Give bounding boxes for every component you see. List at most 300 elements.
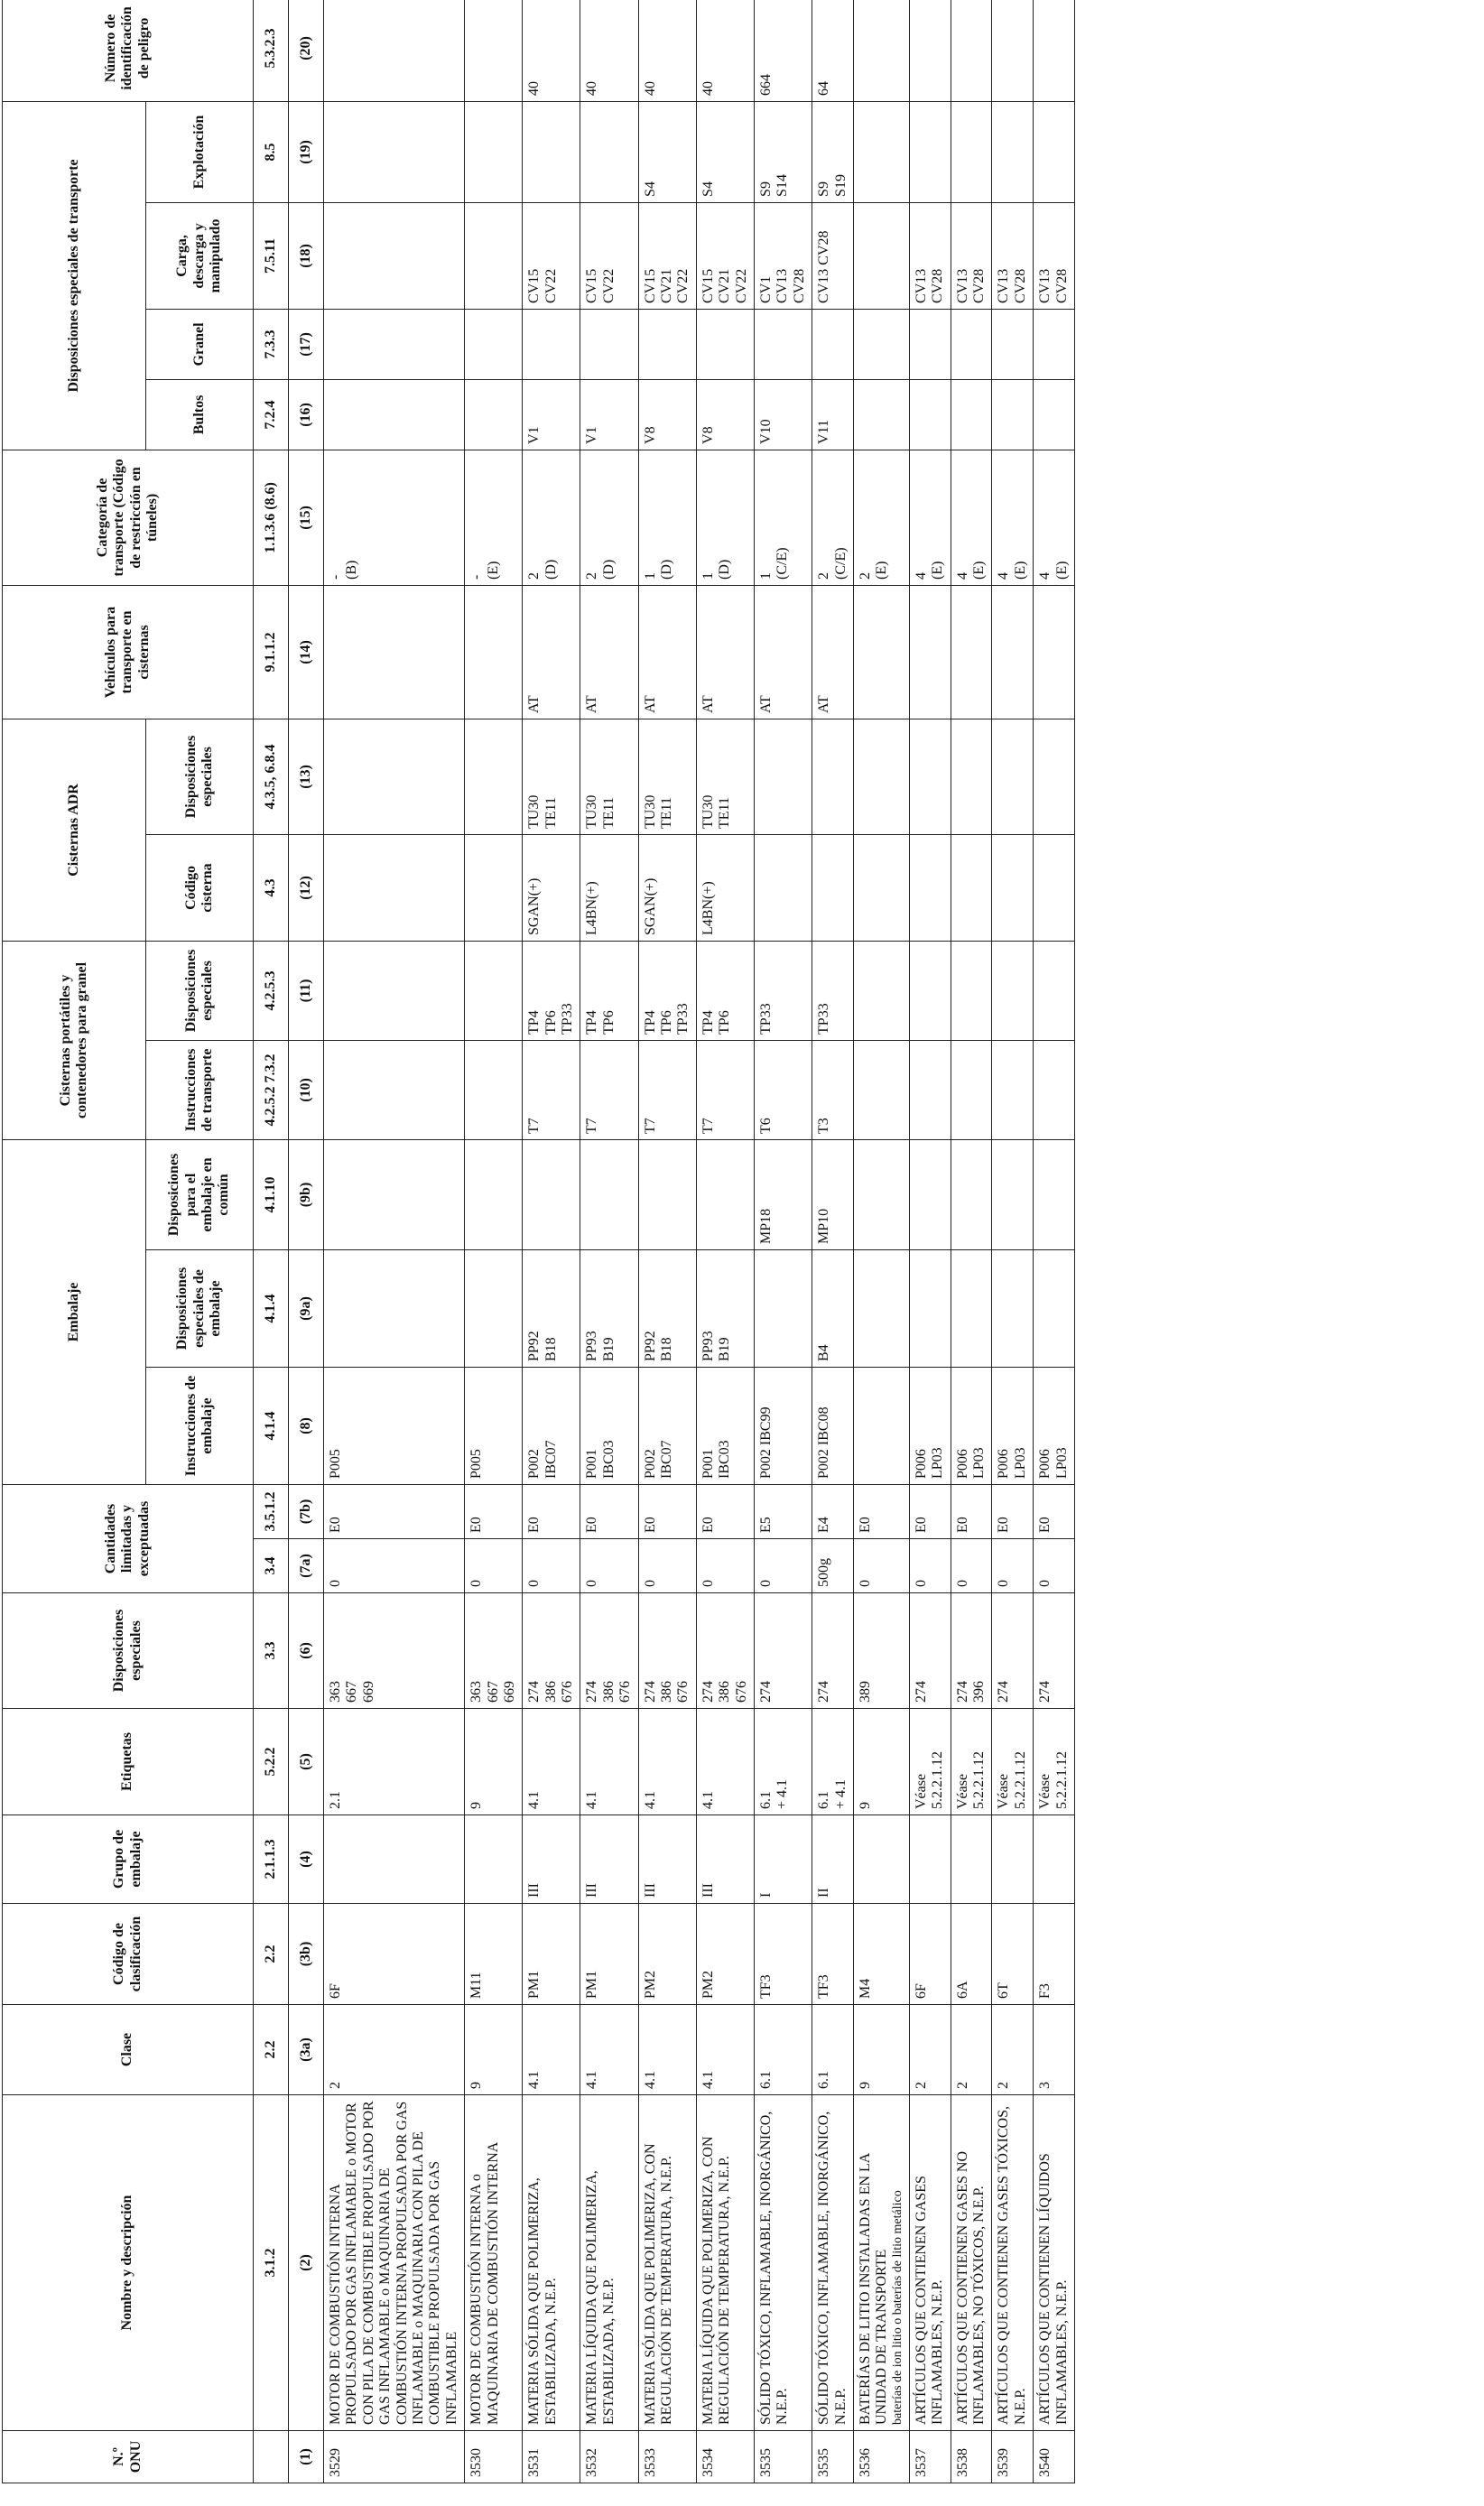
header-operation: Explotación bbox=[146, 101, 254, 202]
reference-cell: 7.2.4 bbox=[254, 379, 289, 450]
excepted-quantity-cell: E0 bbox=[696, 1485, 754, 1539]
header-classification-code: Código de clasificación bbox=[3, 1904, 254, 2005]
bulk-cell bbox=[696, 309, 754, 379]
operation-cell bbox=[324, 101, 465, 202]
portable-tank-special-cell: TP4 TP6 bbox=[580, 941, 638, 1040]
header-tank-special: Disposiciones especiales bbox=[146, 719, 254, 834]
tank-special-cell bbox=[754, 719, 812, 834]
table-row bbox=[523, 0, 580, 2483]
special-provisions-cell: 274 386 676 bbox=[523, 1593, 580, 1709]
operation-cell: S9 S14 bbox=[754, 101, 812, 202]
tank-instructions-cell bbox=[465, 1040, 523, 1139]
header-special-packing: Disposiciones especiales de embalaje bbox=[146, 1250, 254, 1368]
mixed-packing-cell bbox=[1034, 1139, 1075, 1249]
dangerous-goods-table bbox=[2, 0, 1075, 2483]
packing-instructions-cell: P002 IBC08 bbox=[812, 1368, 854, 1485]
hazard-id-cell bbox=[909, 0, 951, 101]
tank-instructions-cell: T7 bbox=[696, 1040, 754, 1139]
special-provisions-cell: 274 386 676 bbox=[580, 1593, 638, 1709]
column-number-cell: (12) bbox=[289, 834, 324, 941]
packages-cell bbox=[853, 379, 909, 450]
packing-group-cell: I bbox=[754, 1815, 812, 1904]
packing-group-cell bbox=[992, 1815, 1034, 1904]
column-number-cell: (7a) bbox=[289, 1539, 324, 1593]
tank-vehicle-cell bbox=[992, 585, 1034, 719]
column-number-cell: (18) bbox=[289, 202, 324, 309]
substance-name: MATERIA SÓLIDA QUE POLIMERIZA, ESTABILIZADA, N.E.P. bbox=[526, 2177, 559, 2425]
classification-code-cell: F3 bbox=[1034, 1904, 1075, 2005]
excepted-quantity-cell: E0 bbox=[951, 1485, 992, 1539]
labels-cell: Véase 5.2.2.1.12 bbox=[951, 1709, 992, 1815]
un-number-cell: 3530 bbox=[465, 2431, 523, 2483]
table-row bbox=[951, 0, 992, 2483]
portable-tank-special-cell bbox=[909, 941, 951, 1040]
tank-instructions-cell: T3 bbox=[812, 1040, 854, 1139]
tank-instructions-cell bbox=[324, 1040, 465, 1139]
name-cell bbox=[754, 2095, 812, 2431]
reference-cell: 3.1.2 bbox=[254, 2095, 289, 2431]
tank-special-cell bbox=[951, 719, 992, 834]
tank-special-cell: TU30 TE11 bbox=[638, 719, 696, 834]
class-cell: 9 bbox=[465, 2005, 523, 2095]
un-number-cell: 3535 bbox=[754, 2431, 812, 2483]
packages-cell: V1 bbox=[580, 379, 638, 450]
packages-cell: V10 bbox=[754, 379, 812, 450]
bulk-cell bbox=[523, 309, 580, 379]
packing-instructions-cell: P001 IBC03 bbox=[580, 1368, 638, 1485]
tank-code-cell: SGAN(+) bbox=[523, 834, 580, 941]
class-cell: 4.1 bbox=[638, 2005, 696, 2095]
reference-cell: 3.4 bbox=[254, 1539, 289, 1593]
header-loading: Carga, descarga y manipulado bbox=[146, 202, 254, 309]
header-mixed-packing: Disposiciones para el embalaje en común bbox=[146, 1139, 254, 1249]
special-packing-cell: PP93 B19 bbox=[580, 1250, 638, 1368]
labels-cell: 4.1 bbox=[580, 1709, 638, 1815]
classification-code-cell: PM1 bbox=[580, 1904, 638, 2005]
excepted-quantity-cell: E5 bbox=[754, 1485, 812, 1539]
column-number-cell: (9a) bbox=[289, 1250, 324, 1368]
mixed-packing-cell: MP18 bbox=[754, 1139, 812, 1249]
special-provisions-cell: 274 bbox=[909, 1593, 951, 1709]
excepted-quantity-cell: E0 bbox=[324, 1485, 465, 1539]
tank-vehicle-cell: AT bbox=[754, 585, 812, 719]
operation-cell bbox=[580, 101, 638, 202]
reference-cell: 4.1.10 bbox=[254, 1139, 289, 1249]
packages-cell bbox=[951, 379, 992, 450]
transport-category-cell: 4 (E) bbox=[1034, 450, 1075, 585]
hazard-id-cell: 664 bbox=[754, 0, 812, 101]
bulk-cell bbox=[812, 309, 854, 379]
mixed-packing-cell bbox=[696, 1139, 754, 1249]
loading-cell: CV13 CV28 bbox=[992, 202, 1034, 309]
special-packing-cell bbox=[1034, 1250, 1075, 1368]
mixed-packing-cell bbox=[909, 1139, 951, 1249]
header-packages: Bultos bbox=[146, 379, 254, 450]
tank-vehicle-cell bbox=[324, 585, 465, 719]
packages-cell: V8 bbox=[638, 379, 696, 450]
excepted-quantity-cell: E0 bbox=[853, 1485, 909, 1539]
limited-quantity-cell: 0 bbox=[324, 1539, 465, 1593]
transport-category-cell: 4 (E) bbox=[909, 450, 951, 585]
tank-vehicle-cell bbox=[853, 585, 909, 719]
header-tank-code: Código cisterna bbox=[146, 834, 254, 941]
tank-code-cell: L4BN(+) bbox=[696, 834, 754, 941]
special-packing-cell: PP93 B19 bbox=[696, 1250, 754, 1368]
portable-tank-special-cell: TP4 TP6 TP33 bbox=[638, 941, 696, 1040]
name-cell bbox=[812, 2095, 854, 2431]
loading-cell: CV15 CV21 CV22 bbox=[638, 202, 696, 309]
mixed-packing-cell bbox=[324, 1139, 465, 1249]
special-provisions-cell: 274 bbox=[754, 1593, 812, 1709]
column-number-cell: (19) bbox=[289, 101, 324, 202]
name-cell bbox=[523, 2095, 580, 2431]
substance-name: MOTOR DE COMBUSTIÓN INTERNA PROPULSADO POR GAS INFLAMABLE o MOTOR CON PILA DE COMBUSTIBLE PROPULSADO POR GAS INFLAMABLE o MAQUINARIA DE COMBUSTIÓN INTERNA PROPULSADA POR GAS INFLAMABLE o MAQUINARIA CON PILA DE COMBUSTIBLE PROPULSADA POR GAS INFLAMABLE bbox=[328, 2101, 459, 2425]
hazard-id-cell: 40 bbox=[523, 0, 580, 101]
mixed-packing-cell bbox=[465, 1139, 523, 1249]
header-packaging: Embalaje bbox=[3, 1139, 146, 1484]
reference-cell: 4.2.5.3 bbox=[254, 941, 289, 1040]
substance-name: MATERIA LÍQUIDA QUE POLIMERIZA, CON REGULACIÓN DE TEMPERATURA, N.E.P. bbox=[700, 2136, 733, 2425]
tank-special-cell bbox=[465, 719, 523, 834]
special-provisions-cell: 274 386 676 bbox=[696, 1593, 754, 1709]
packing-group-cell bbox=[1034, 1815, 1075, 1904]
column-number-cell: (10) bbox=[289, 1040, 324, 1139]
name-cell bbox=[324, 2095, 465, 2431]
labels-cell: Véase 5.2.2.1.12 bbox=[992, 1709, 1034, 1815]
reference-cell: 4.1.4 bbox=[254, 1368, 289, 1485]
packing-group-cell: III bbox=[638, 1815, 696, 1904]
column-number-cell: (6) bbox=[289, 1593, 324, 1709]
transport-category-cell: 2 (D) bbox=[523, 450, 580, 585]
tank-special-cell bbox=[812, 719, 854, 834]
transport-category-cell: 1 (D) bbox=[696, 450, 754, 585]
reference-cell bbox=[254, 2431, 289, 2483]
table-row bbox=[465, 0, 523, 2483]
substance-name: SÓLIDO TÓXICO, INFLAMABLE, INORGÁNICO, N.E.P. bbox=[816, 2111, 849, 2425]
tank-code-cell: SGAN(+) bbox=[638, 834, 696, 941]
table-row bbox=[992, 0, 1034, 2483]
table-row bbox=[909, 0, 951, 2483]
tank-special-cell: TU30 TE11 bbox=[696, 719, 754, 834]
limited-quantity-cell: 0 bbox=[638, 1539, 696, 1593]
class-cell: 4.1 bbox=[523, 2005, 580, 2095]
header-bulk: Granel bbox=[146, 309, 254, 379]
labels-cell: 4.1 bbox=[523, 1709, 580, 1815]
mixed-packing-cell bbox=[992, 1139, 1034, 1249]
column-number-cell: (15) bbox=[289, 450, 324, 585]
portable-tank-special-cell bbox=[992, 941, 1034, 1040]
reference-cell: 2.1.1.3 bbox=[254, 1815, 289, 1904]
name-cell bbox=[696, 2095, 754, 2431]
tank-instructions-cell bbox=[992, 1040, 1034, 1139]
portable-tank-special-cell bbox=[324, 941, 465, 1040]
loading-cell: CV13 CV28 bbox=[1034, 202, 1075, 309]
packing-instructions-cell: P002 IBC07 bbox=[638, 1368, 696, 1485]
limited-quantity-cell: 0 bbox=[754, 1539, 812, 1593]
classification-code-cell: PM1 bbox=[523, 1904, 580, 2005]
excepted-quantity-cell: E0 bbox=[992, 1485, 1034, 1539]
class-cell: 2 bbox=[951, 2005, 992, 2095]
substance-name: BATERÍAS DE LITIO INSTALADAS EN LA UNIDAD DE TRANSPORTE bbox=[857, 2153, 890, 2425]
special-provisions-cell: 274 bbox=[992, 1593, 1034, 1709]
packing-group-cell: III bbox=[523, 1815, 580, 1904]
classification-code-cell: 6F bbox=[909, 1904, 951, 2005]
substance-name: MATERIA SÓLIDA QUE POLIMERIZA, CON REGULACIÓN DE TEMPERATURA, N.E.P. bbox=[642, 2143, 675, 2425]
substance-name: SÓLIDO TÓXICO, INFLAMABLE, INORGÁNICO, N.E.P. bbox=[757, 2111, 791, 2425]
tank-instructions-cell: T7 bbox=[580, 1040, 638, 1139]
special-packing-cell: PP92 B18 bbox=[638, 1250, 696, 1368]
hazard-id-cell bbox=[324, 0, 465, 101]
excepted-quantity-cell: E0 bbox=[465, 1485, 523, 1539]
tank-special-cell: TU30 TE11 bbox=[523, 719, 580, 834]
packing-instructions-cell: P006 LP03 bbox=[1034, 1368, 1075, 1485]
table-row bbox=[696, 0, 754, 2483]
table-row bbox=[812, 0, 854, 2483]
limited-quantity-cell: 500g bbox=[812, 1539, 854, 1593]
mixed-packing-cell bbox=[523, 1139, 580, 1249]
reference-cell: 9.1.1.2 bbox=[254, 585, 289, 719]
bulk-cell bbox=[465, 309, 523, 379]
tank-vehicle-cell: AT bbox=[523, 585, 580, 719]
special-provisions-cell: 274 bbox=[1034, 1593, 1075, 1709]
reference-cell: 5.3.2.3 bbox=[254, 0, 289, 101]
column-number-cell: (4) bbox=[289, 1815, 324, 1904]
transport-category-cell: 2 (D) bbox=[580, 450, 638, 585]
packing-group-cell: III bbox=[580, 1815, 638, 1904]
column-number-cell: (20) bbox=[289, 0, 324, 101]
name-cell bbox=[909, 2095, 951, 2431]
labels-cell: 4.1 bbox=[696, 1709, 754, 1815]
header-tank-instructions: Instrucciones de transporte bbox=[146, 1040, 254, 1139]
excepted-quantity-cell: E0 bbox=[523, 1485, 580, 1539]
column-number-cell: (1) bbox=[289, 2431, 324, 2483]
special-packing-cell: PP92 B18 bbox=[523, 1250, 580, 1368]
table-body bbox=[324, 0, 1075, 2483]
packing-instructions-cell: P002 IBC07 bbox=[523, 1368, 580, 1485]
reference-cell: 7.3.3 bbox=[254, 309, 289, 379]
classification-code-cell: PM2 bbox=[696, 1904, 754, 2005]
column-number-cell: (3b) bbox=[289, 1904, 324, 2005]
packing-group-cell: II bbox=[812, 1815, 854, 1904]
tank-code-cell bbox=[853, 834, 909, 941]
packing-instructions-cell bbox=[853, 1368, 909, 1485]
header-packing-group: Grupo de embalaje bbox=[3, 1815, 254, 1904]
tank-instructions-cell: T6 bbox=[754, 1040, 812, 1139]
special-provisions-cell: 274 bbox=[812, 1593, 854, 1709]
transport-category-cell: - (E) bbox=[465, 450, 523, 585]
un-number-cell: 3537 bbox=[909, 2431, 951, 2483]
limited-quantity-cell: 0 bbox=[853, 1539, 909, 1593]
hazard-id-cell bbox=[1034, 0, 1075, 101]
tank-vehicle-cell bbox=[951, 585, 992, 719]
portable-tank-special-cell: TP33 bbox=[812, 941, 854, 1040]
loading-cell: CV15 CV21 CV22 bbox=[696, 202, 754, 309]
header-limited-quantities: Cantidades limitadas y exceptuadas bbox=[3, 1485, 254, 1593]
class-cell: 4.1 bbox=[580, 2005, 638, 2095]
reference-row bbox=[254, 0, 289, 2483]
packing-instructions-cell: P001 IBC03 bbox=[696, 1368, 754, 1485]
loading-cell: CV13 CV28 bbox=[909, 202, 951, 309]
classification-code-cell: TF3 bbox=[812, 1904, 854, 2005]
transport-category-cell: 2 (E) bbox=[853, 450, 909, 585]
labels-cell: Véase 5.2.2.1.12 bbox=[909, 1709, 951, 1815]
loading-cell bbox=[465, 202, 523, 309]
table-row bbox=[638, 0, 696, 2483]
labels-cell: 9 bbox=[853, 1709, 909, 1815]
class-cell: 2 bbox=[909, 2005, 951, 2095]
column-number-cell: (5) bbox=[289, 1709, 324, 1815]
limited-quantity-cell: 0 bbox=[696, 1539, 754, 1593]
packing-instructions-cell: P006 LP03 bbox=[909, 1368, 951, 1485]
substance-name-note: baterías de ion litio o baterías de litio metálico bbox=[890, 2190, 904, 2425]
class-cell: 4.1 bbox=[696, 2005, 754, 2095]
un-number-cell: 3534 bbox=[696, 2431, 754, 2483]
tank-special-cell: TU30 TE11 bbox=[580, 719, 638, 834]
column-number-cell: (14) bbox=[289, 585, 324, 719]
reference-cell: 4.2.5.2 7.3.2 bbox=[254, 1040, 289, 1139]
tank-instructions-cell bbox=[951, 1040, 992, 1139]
portable-tank-special-cell bbox=[465, 941, 523, 1040]
tank-code-cell: L4BN(+) bbox=[580, 834, 638, 941]
class-cell: 2 bbox=[992, 2005, 1034, 2095]
reference-cell: 8.5 bbox=[254, 101, 289, 202]
packing-group-cell bbox=[324, 1815, 465, 1904]
operation-cell bbox=[951, 101, 992, 202]
hazard-id-cell: 40 bbox=[638, 0, 696, 101]
packing-group-cell bbox=[909, 1815, 951, 1904]
bulk-cell bbox=[754, 309, 812, 379]
substance-name: ARTÍCULOS QUE CONTIENEN GASES TÓXICOS, N.E.P. bbox=[996, 2106, 1028, 2425]
operation-cell bbox=[1034, 101, 1075, 202]
name-cell bbox=[580, 2095, 638, 2431]
labels-cell: 6.1 + 4.1 bbox=[754, 1709, 812, 1815]
bulk-cell bbox=[951, 309, 992, 379]
special-packing-cell bbox=[909, 1250, 951, 1368]
reference-cell: 4.3.5, 6.8.4 bbox=[254, 719, 289, 834]
reference-cell: 7.5.11 bbox=[254, 202, 289, 309]
packing-group-cell bbox=[465, 1815, 523, 1904]
loading-cell bbox=[324, 202, 465, 309]
packing-instructions-cell: P006 LP03 bbox=[951, 1368, 992, 1485]
header-transport-category: Categoría de transporte (Código de restricción en túneles) bbox=[3, 450, 254, 585]
tank-code-cell bbox=[992, 834, 1034, 941]
operation-cell bbox=[523, 101, 580, 202]
name-cell bbox=[638, 2095, 696, 2431]
special-provisions-cell: 363 667 669 bbox=[324, 1593, 465, 1709]
tank-instructions-cell: T7 bbox=[638, 1040, 696, 1139]
packages-cell bbox=[324, 379, 465, 450]
limited-quantity-cell: 0 bbox=[951, 1539, 992, 1593]
header-labels: Etiquetas bbox=[3, 1709, 254, 1815]
tank-special-cell bbox=[1034, 719, 1075, 834]
packing-group-cell bbox=[853, 1815, 909, 1904]
transport-category-cell: 1 (C/E) bbox=[754, 450, 812, 585]
column-number-cell: (7b) bbox=[289, 1485, 324, 1539]
mixed-packing-cell bbox=[580, 1139, 638, 1249]
bulk-cell bbox=[324, 309, 465, 379]
column-number-cell: (9b) bbox=[289, 1139, 324, 1249]
class-cell: 2 bbox=[324, 2005, 465, 2095]
special-provisions-cell: 389 bbox=[853, 1593, 909, 1709]
hazard-id-cell bbox=[465, 0, 523, 101]
column-number-cell: (16) bbox=[289, 379, 324, 450]
excepted-quantity-cell: E0 bbox=[909, 1485, 951, 1539]
classification-code-cell: TF3 bbox=[754, 1904, 812, 2005]
name-cell bbox=[853, 2095, 909, 2431]
operation-cell: S9 S19 bbox=[812, 101, 854, 202]
substance-name: ARTÍCULOS QUE CONTIENEN GASES INFLAMABLES, N.E.P. bbox=[913, 2176, 946, 2425]
substance-name: ARTÍCULOS QUE CONTIENEN LÍQUIDOS INFLAMABLES, N.E.P. bbox=[1037, 2153, 1070, 2425]
un-number-cell: 3531 bbox=[523, 2431, 580, 2483]
un-number-cell: 3533 bbox=[638, 2431, 696, 2483]
substance-name: MOTOR DE COMBUSTIÓN INTERNA o MAQUINARIA DE COMBUSTIÓN INTERNA bbox=[468, 2141, 501, 2425]
bulk-cell bbox=[992, 309, 1034, 379]
portable-tank-special-cell: TP4 TP6 TP33 bbox=[523, 941, 580, 1040]
name-cell bbox=[992, 2095, 1034, 2431]
name-cell bbox=[1034, 2095, 1075, 2431]
packages-cell bbox=[1034, 379, 1075, 450]
tank-instructions-cell bbox=[853, 1040, 909, 1139]
loading-cell: CV15 CV22 bbox=[523, 202, 580, 309]
excepted-quantity-cell: E0 bbox=[1034, 1485, 1075, 1539]
header-portable-tanks: Cisternas portátiles y contenedores para granel bbox=[3, 941, 146, 1139]
loading-cell bbox=[853, 202, 909, 309]
labels-cell: 9 bbox=[465, 1709, 523, 1815]
reference-cell: 5.2.2 bbox=[254, 1709, 289, 1815]
bulk-cell bbox=[580, 309, 638, 379]
tank-vehicle-cell: AT bbox=[812, 585, 854, 719]
header-packing-instructions: Instrucciones de embalaje bbox=[146, 1368, 254, 1485]
table-row bbox=[324, 0, 465, 2483]
reference-cell: 4.3 bbox=[254, 834, 289, 941]
hazard-id-cell: 40 bbox=[580, 0, 638, 101]
un-number-cell: 3540 bbox=[1034, 2431, 1075, 2483]
operation-cell bbox=[465, 101, 523, 202]
tank-code-cell bbox=[951, 834, 992, 941]
operation-cell: S4 bbox=[696, 101, 754, 202]
labels-cell: 4.1 bbox=[638, 1709, 696, 1815]
class-cell: 9 bbox=[853, 2005, 909, 2095]
labels-cell: Véase 5.2.2.1.12 bbox=[1034, 1709, 1075, 1815]
special-packing-cell bbox=[992, 1250, 1034, 1368]
transport-category-cell: 4 (E) bbox=[951, 450, 992, 585]
name-cell bbox=[951, 2095, 992, 2431]
table-row bbox=[754, 0, 812, 2483]
mixed-packing-cell: MP10 bbox=[812, 1139, 854, 1249]
bulk-cell bbox=[853, 309, 909, 379]
special-provisions-cell: 274 396 bbox=[951, 1593, 992, 1709]
excepted-quantity-cell: E0 bbox=[638, 1485, 696, 1539]
reference-cell: 4.1.4 bbox=[254, 1250, 289, 1368]
portable-tank-special-cell bbox=[853, 941, 909, 1040]
reference-cell: 1.1.3.6 (8.6) bbox=[254, 450, 289, 585]
tank-code-cell bbox=[465, 834, 523, 941]
hazard-id-cell bbox=[853, 0, 909, 101]
class-cell: 6.1 bbox=[754, 2005, 812, 2095]
tank-instructions-cell bbox=[1034, 1040, 1075, 1139]
un-number-cell: 3532 bbox=[580, 2431, 638, 2483]
classification-code-cell: PM2 bbox=[638, 1904, 696, 2005]
packages-cell: V1 bbox=[523, 379, 580, 450]
packages-cell: V8 bbox=[696, 379, 754, 450]
classification-code-cell: 6F bbox=[324, 1904, 465, 2005]
class-cell: 3 bbox=[1034, 2005, 1075, 2095]
special-packing-cell bbox=[465, 1250, 523, 1368]
labels-cell: 6.1 + 4.1 bbox=[812, 1709, 854, 1815]
tank-instructions-cell: T7 bbox=[523, 1040, 580, 1139]
bulk-cell bbox=[638, 309, 696, 379]
tank-vehicle-cell: AT bbox=[696, 585, 754, 719]
